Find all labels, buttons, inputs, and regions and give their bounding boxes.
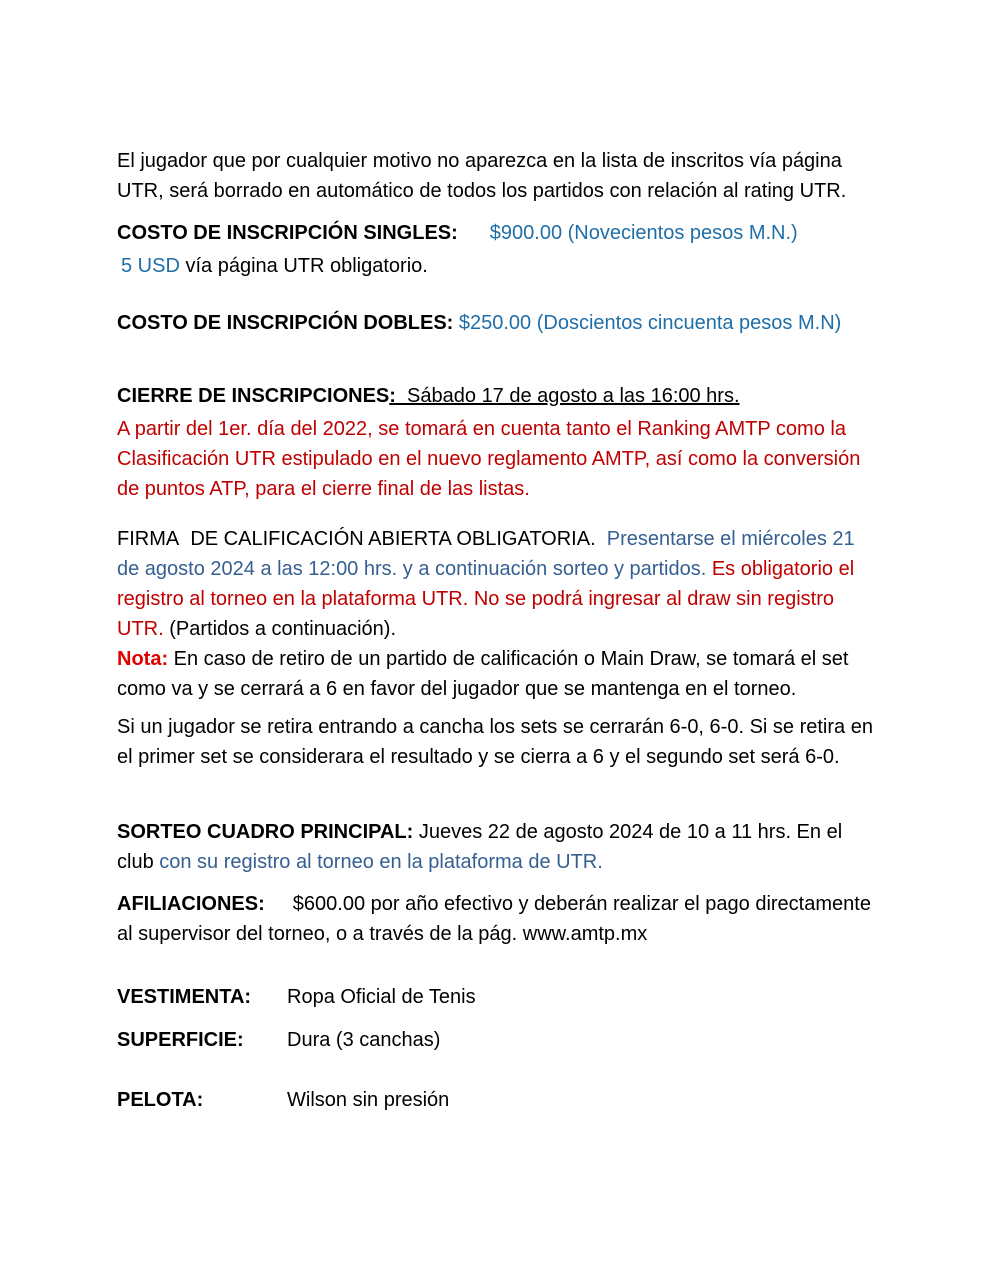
spec-row-superficie <box>117 1025 877 1055</box>
main-draw-text: Jueves 22 de agosto 2024 de 10 a 11 hrs. En el club <box>117 821 843 873</box>
singles-cost-line <box>117 218 877 248</box>
main-draw-paragraph <box>117 817 877 877</box>
pelota-value: Wilson sin presión <box>287 1089 450 1111</box>
usd-note-text: vía página UTR obligatorio. <box>179 255 428 277</box>
nota-text: En caso de retiro de un partido de calificación o Main Draw, se tomará el set como va y se cerrará a 6 en favor del jugador que se mantenga en el torneo. <box>117 648 849 700</box>
affiliations-paragraph <box>117 889 877 949</box>
pelota-label: PELOTA: <box>117 1089 204 1111</box>
vestimenta-value: Ropa Oficial de Tenis <box>287 986 476 1008</box>
qualification-signin-label: FIRMA DE CALIFICACIÓN ABIERTA OBLIGATORIA. <box>117 528 602 550</box>
doubles-price: $250.00 (Doscientos cincuenta pesos M.N) <box>453 312 842 334</box>
main-draw-label: SORTEO CUADRO PRINCIPAL: <box>117 821 414 843</box>
singles-price: $900.00 (Novecientos pesos M.N.) <box>489 222 798 244</box>
nota-label: Nota: <box>117 648 169 670</box>
closing-date-label: CIERRE DE INSCRIPCIONES <box>117 385 390 407</box>
singles-cost-label: COSTO DE INSCRIPCIÓN SINGLES: <box>117 222 458 244</box>
nota-paragraph <box>117 644 877 704</box>
usd-note-line <box>117 251 877 281</box>
superficie-label: SUPERFICIE: <box>117 1029 244 1051</box>
spec-row-vestimenta <box>117 982 877 1012</box>
superficie-value: Dura (3 canchas) <box>287 1029 441 1051</box>
affiliations-label: AFILIACIONES: <box>117 893 265 915</box>
retirement-rule-paragraph: Si un jugador se retira entrando a cancha los sets se cerrarán 6-0, 6-0. Si se retira en el primer set se considerara el resultado y se cierra a 6 y el segundo set será 6-0. <box>117 716 873 768</box>
intro-paragraph: El jugador que por cualquier motivo no aparezca en la lista de inscritos vía página UTR, será borrado en automático de todos los partidos con relación al rating UTR. <box>117 150 847 202</box>
affiliations-text: $600.00 por año efectivo y deberán realizar el pago directamente al supervisor del torneo, o a través de la pág. www.amtp.mx <box>117 893 871 945</box>
doubles-cost-line <box>117 308 877 338</box>
ranking-warning-paragraph: A partir del 1er. día del 2022, se tomará en cuenta tanto el Ranking AMTP como la Clasificación UTR estipulado en el nuevo reglamento AMTP, así como la conversión de puntos ATP, para el cierre final de las listas. <box>117 418 861 500</box>
doubles-cost-label: COSTO DE INSCRIPCIÓN DOBLES: <box>117 312 454 334</box>
spec-row-pelota <box>117 1085 877 1115</box>
closing-date-colon: : <box>389 385 396 407</box>
qualification-signin-paragraph <box>117 524 877 644</box>
usd-amount: 5 USD <box>121 255 180 277</box>
document-content <box>117 146 877 1115</box>
qualification-schedule-text: Presentarse el miércoles 21 de agosto 2024 a las 12:00 hrs. y a continuación sorteo y partidos. <box>117 528 855 580</box>
matches-note: (Partidos a continuación). <box>163 618 397 640</box>
main-draw-registration-text: con su registro al torneo en la plataforma de UTR. <box>159 851 603 873</box>
closing-date-line <box>117 381 877 411</box>
closing-date-value: Sábado 17 de agosto a las 16:00 hrs. <box>395 385 740 407</box>
vestimenta-label: VESTIMENTA: <box>117 986 252 1008</box>
utr-registration-warning: Es obligatorio el registro al torneo en la plataforma UTR. No se podrá ingresar al draw sin registro UTR. <box>117 558 855 640</box>
